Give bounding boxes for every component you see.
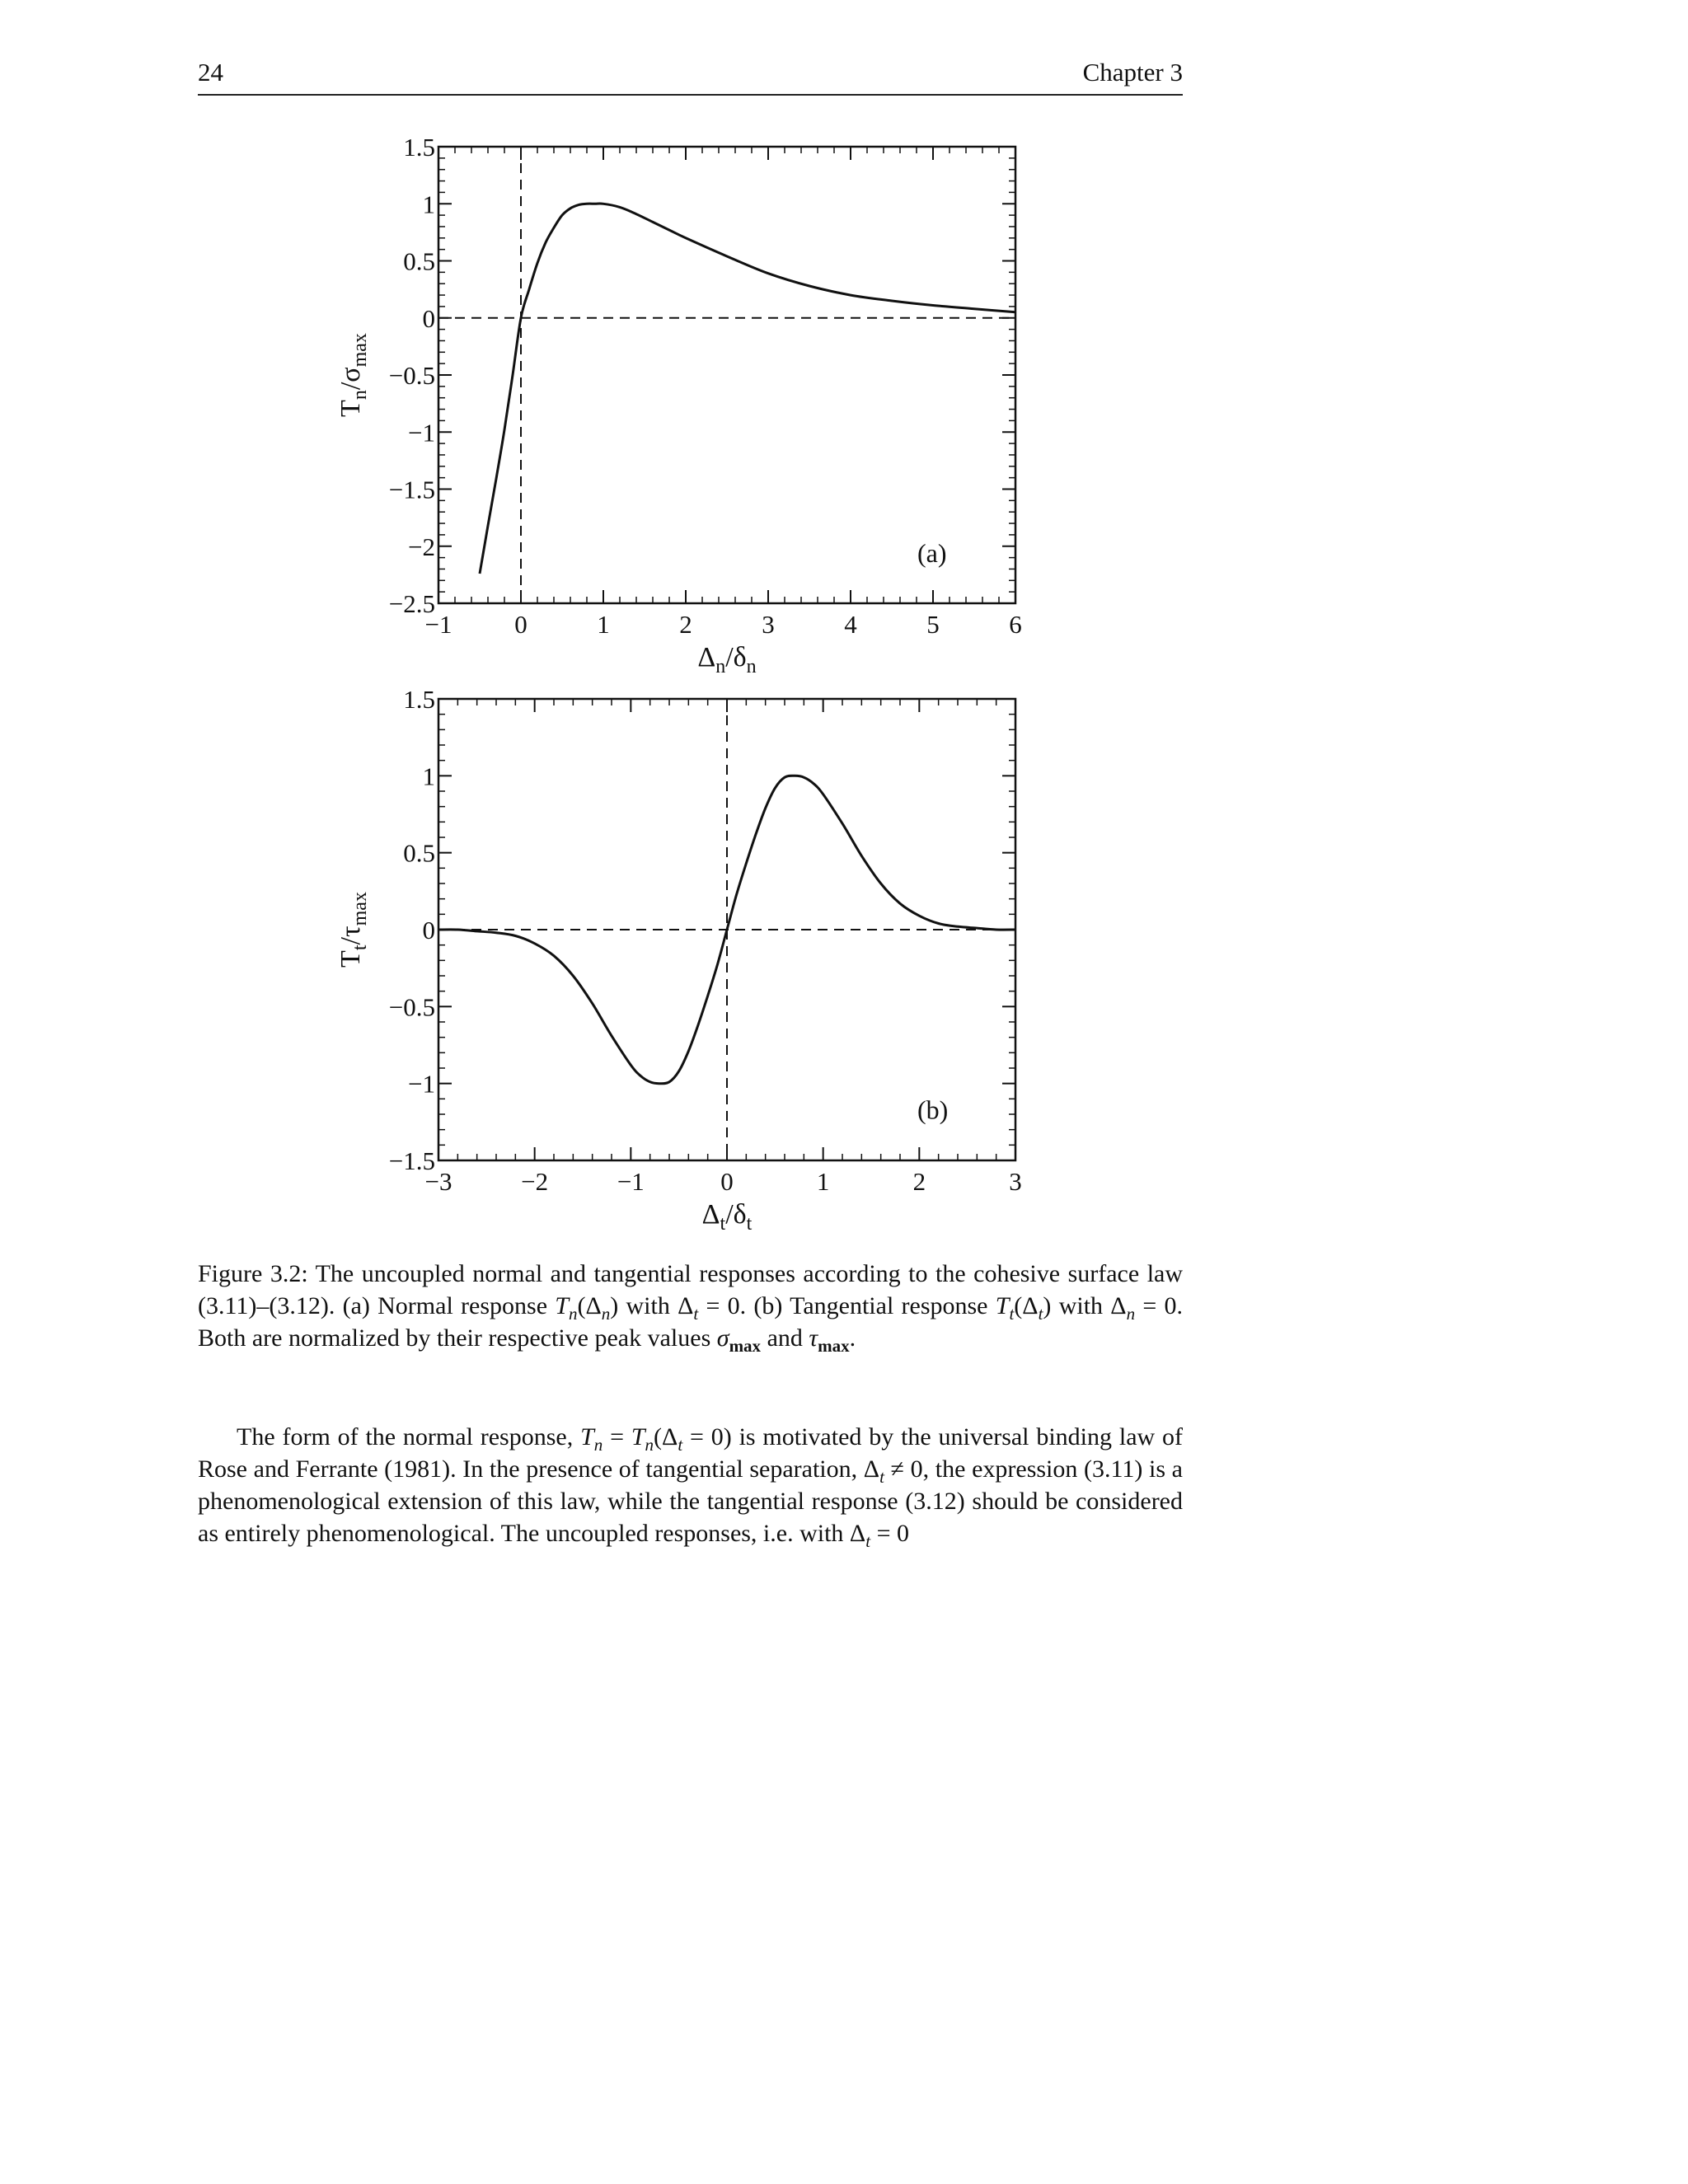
caption-text: law (3.11)–(3.12). (a) Normal response xyxy=(198,1260,1184,1319)
caption-math: $T_t$ xyxy=(995,1292,1015,1324)
plot-a-ylabel-slash: / xyxy=(335,382,366,391)
plot-b-ylabel xyxy=(335,892,371,968)
plot-b-ytick-label: 1 xyxy=(422,762,435,791)
plot-a-ylabel-den: σ xyxy=(335,367,366,382)
plot-b-xtick-label: −3 xyxy=(424,1167,452,1196)
plot-b-ylabel-den: τ xyxy=(335,926,366,938)
plot-a-ytick-label: −1 xyxy=(408,418,435,448)
caption-text: (Δ xyxy=(577,1292,602,1319)
plot-b-xlabel xyxy=(702,1199,753,1235)
plot-a-annotation: (a) xyxy=(917,538,947,569)
plot-b-xlabel-den-sub: t xyxy=(746,1213,753,1235)
caption-text: = 0. (b) Tangential response xyxy=(698,1292,996,1319)
caption-text: = 0. Both are normalized by their respective peak values xyxy=(198,1292,1183,1352)
plot-a-xtick-label: 1 xyxy=(597,610,610,639)
plot-b-xtick-label: −2 xyxy=(521,1167,549,1196)
figure-panel-b xyxy=(0,0,1071,1253)
plot-b-ytick-label: −1 xyxy=(408,1069,435,1099)
plot-a-xlabel-main: Δ xyxy=(697,642,716,673)
caption-math: t xyxy=(693,1304,699,1324)
plot-b-ytick-label: 1.5 xyxy=(403,685,435,714)
caption-text: with Δ xyxy=(618,1292,694,1319)
plot-b-xtick-label: 1 xyxy=(816,1167,830,1196)
page-number: 24 xyxy=(198,58,223,87)
plot-a-xlabel-sub: n xyxy=(715,656,726,677)
caption-text: ) xyxy=(1043,1292,1052,1319)
plot-a-ytick-label: −2.5 xyxy=(388,589,435,618)
plot-a-ylabel-sub: n xyxy=(349,390,371,401)
plot-a-xtick-label: 2 xyxy=(679,610,692,639)
plot-b-xtick-label: 0 xyxy=(720,1167,734,1196)
paragraph-math: $T_n$ xyxy=(580,1423,603,1455)
plot-b-xtick-label: 2 xyxy=(912,1167,926,1196)
plot-b-annotation: (b) xyxy=(917,1094,949,1125)
caption-line-1: Figure 3.2: The uncoupled normal and tangential responses according to the cohesive surface xyxy=(198,1260,1140,1287)
plot-b-ylabel-sub: t xyxy=(349,944,371,951)
plot-a-ytick-label: −1.5 xyxy=(388,475,435,504)
caption-math: n xyxy=(601,1304,611,1324)
plot-a-ytick-label: 0 xyxy=(422,303,435,333)
plot-b-xlabel-den: δ xyxy=(733,1199,747,1230)
paragraph-math: $T_n$ xyxy=(631,1423,654,1455)
caption-math: $T_n$ xyxy=(555,1292,578,1324)
plot-a-ytick-label: 1 xyxy=(422,190,435,219)
plot-a-ytick-label: 0.5 xyxy=(403,246,435,276)
paragraph-text: = xyxy=(603,1423,631,1451)
plot-a-ytick-label: 1.5 xyxy=(403,133,435,162)
plot-a-xtick-label: 6 xyxy=(1009,610,1022,639)
plot-b-ytick-label: 0.5 xyxy=(403,838,435,868)
caption-math: σ xyxy=(716,1324,729,1352)
plot-b-ylabel-main: T xyxy=(335,950,366,968)
paragraph-text: = 0) xyxy=(682,1423,732,1451)
plot-b-xlabel-slash: / xyxy=(725,1199,734,1230)
plot-a-xlabel-slash: / xyxy=(725,642,734,673)
paragraph-math: t xyxy=(865,1531,871,1551)
caption-math: τ xyxy=(809,1324,818,1352)
plot-b-xlabel-main: Δ xyxy=(701,1199,720,1230)
plot-a-ytick-label: −2 xyxy=(408,532,435,561)
paragraph-text: (Δ xyxy=(654,1423,678,1451)
paragraph-text: is motivated by the universal binding law of Rose and Ferrante (1981). In the presence of tangential separation, Δ xyxy=(198,1423,1183,1483)
plot-b-xtick-label: 3 xyxy=(1009,1167,1022,1196)
plot-b-ylabel-den-sub: max xyxy=(349,892,371,926)
plot-b-ytick-label: −1.5 xyxy=(388,1146,435,1175)
caption-math: n xyxy=(1126,1304,1136,1324)
plot-b-ytick-label: −0.5 xyxy=(388,992,435,1022)
plot-b-ytick-label: 0 xyxy=(422,916,435,944)
paragraph-text: = 0 xyxy=(870,1520,909,1547)
plot-a-xtick-label: 3 xyxy=(762,610,775,639)
paragraph-math: t xyxy=(879,1467,884,1487)
caption-text: (Δ xyxy=(1014,1292,1039,1319)
plot-a-xtick-label: 4 xyxy=(844,610,857,639)
caption-math: max xyxy=(818,1336,850,1356)
paragraph-math: t xyxy=(678,1435,683,1455)
paragraph-text: ≠ 0, the expression (3.11) is a phenomenological extension of this law, while the tangential response (3.12) should be considered as entirely phenomenological. The uncoupled responses, i.e. with Δ xyxy=(198,1455,1183,1547)
paragraph-text: The form of the normal response, xyxy=(237,1423,581,1451)
caption-text: with Δ xyxy=(1058,1292,1127,1319)
caption-math: t xyxy=(1038,1304,1043,1324)
plot-b-xtick-label: −1 xyxy=(617,1167,645,1196)
caption-math: max xyxy=(729,1336,762,1356)
caption-text: ) xyxy=(610,1292,619,1319)
figure-caption xyxy=(198,1258,1183,1354)
caption-text: . xyxy=(849,1324,856,1352)
plot-a-xlabel-den: δ xyxy=(733,642,747,673)
plot-a-ylabel-den-sub: max xyxy=(349,333,371,368)
caption-text: and xyxy=(761,1324,809,1352)
plot-a-xtick-label: −1 xyxy=(424,610,452,639)
plot-b-ylabel-slash: / xyxy=(335,937,366,945)
plot-a-ytick-label: −0.5 xyxy=(388,361,435,390)
plot-a-xtick-label: 0 xyxy=(514,610,528,639)
plot-a-xtick-label: 5 xyxy=(926,610,940,639)
chapter-title: Chapter 3 xyxy=(1082,58,1183,87)
plot-a-xlabel-den-sub: n xyxy=(746,656,757,677)
body-paragraph xyxy=(198,1421,1183,1549)
plot-b-xlabel-sub: t xyxy=(720,1213,726,1235)
plot-a-ylabel-main: T xyxy=(335,400,366,417)
